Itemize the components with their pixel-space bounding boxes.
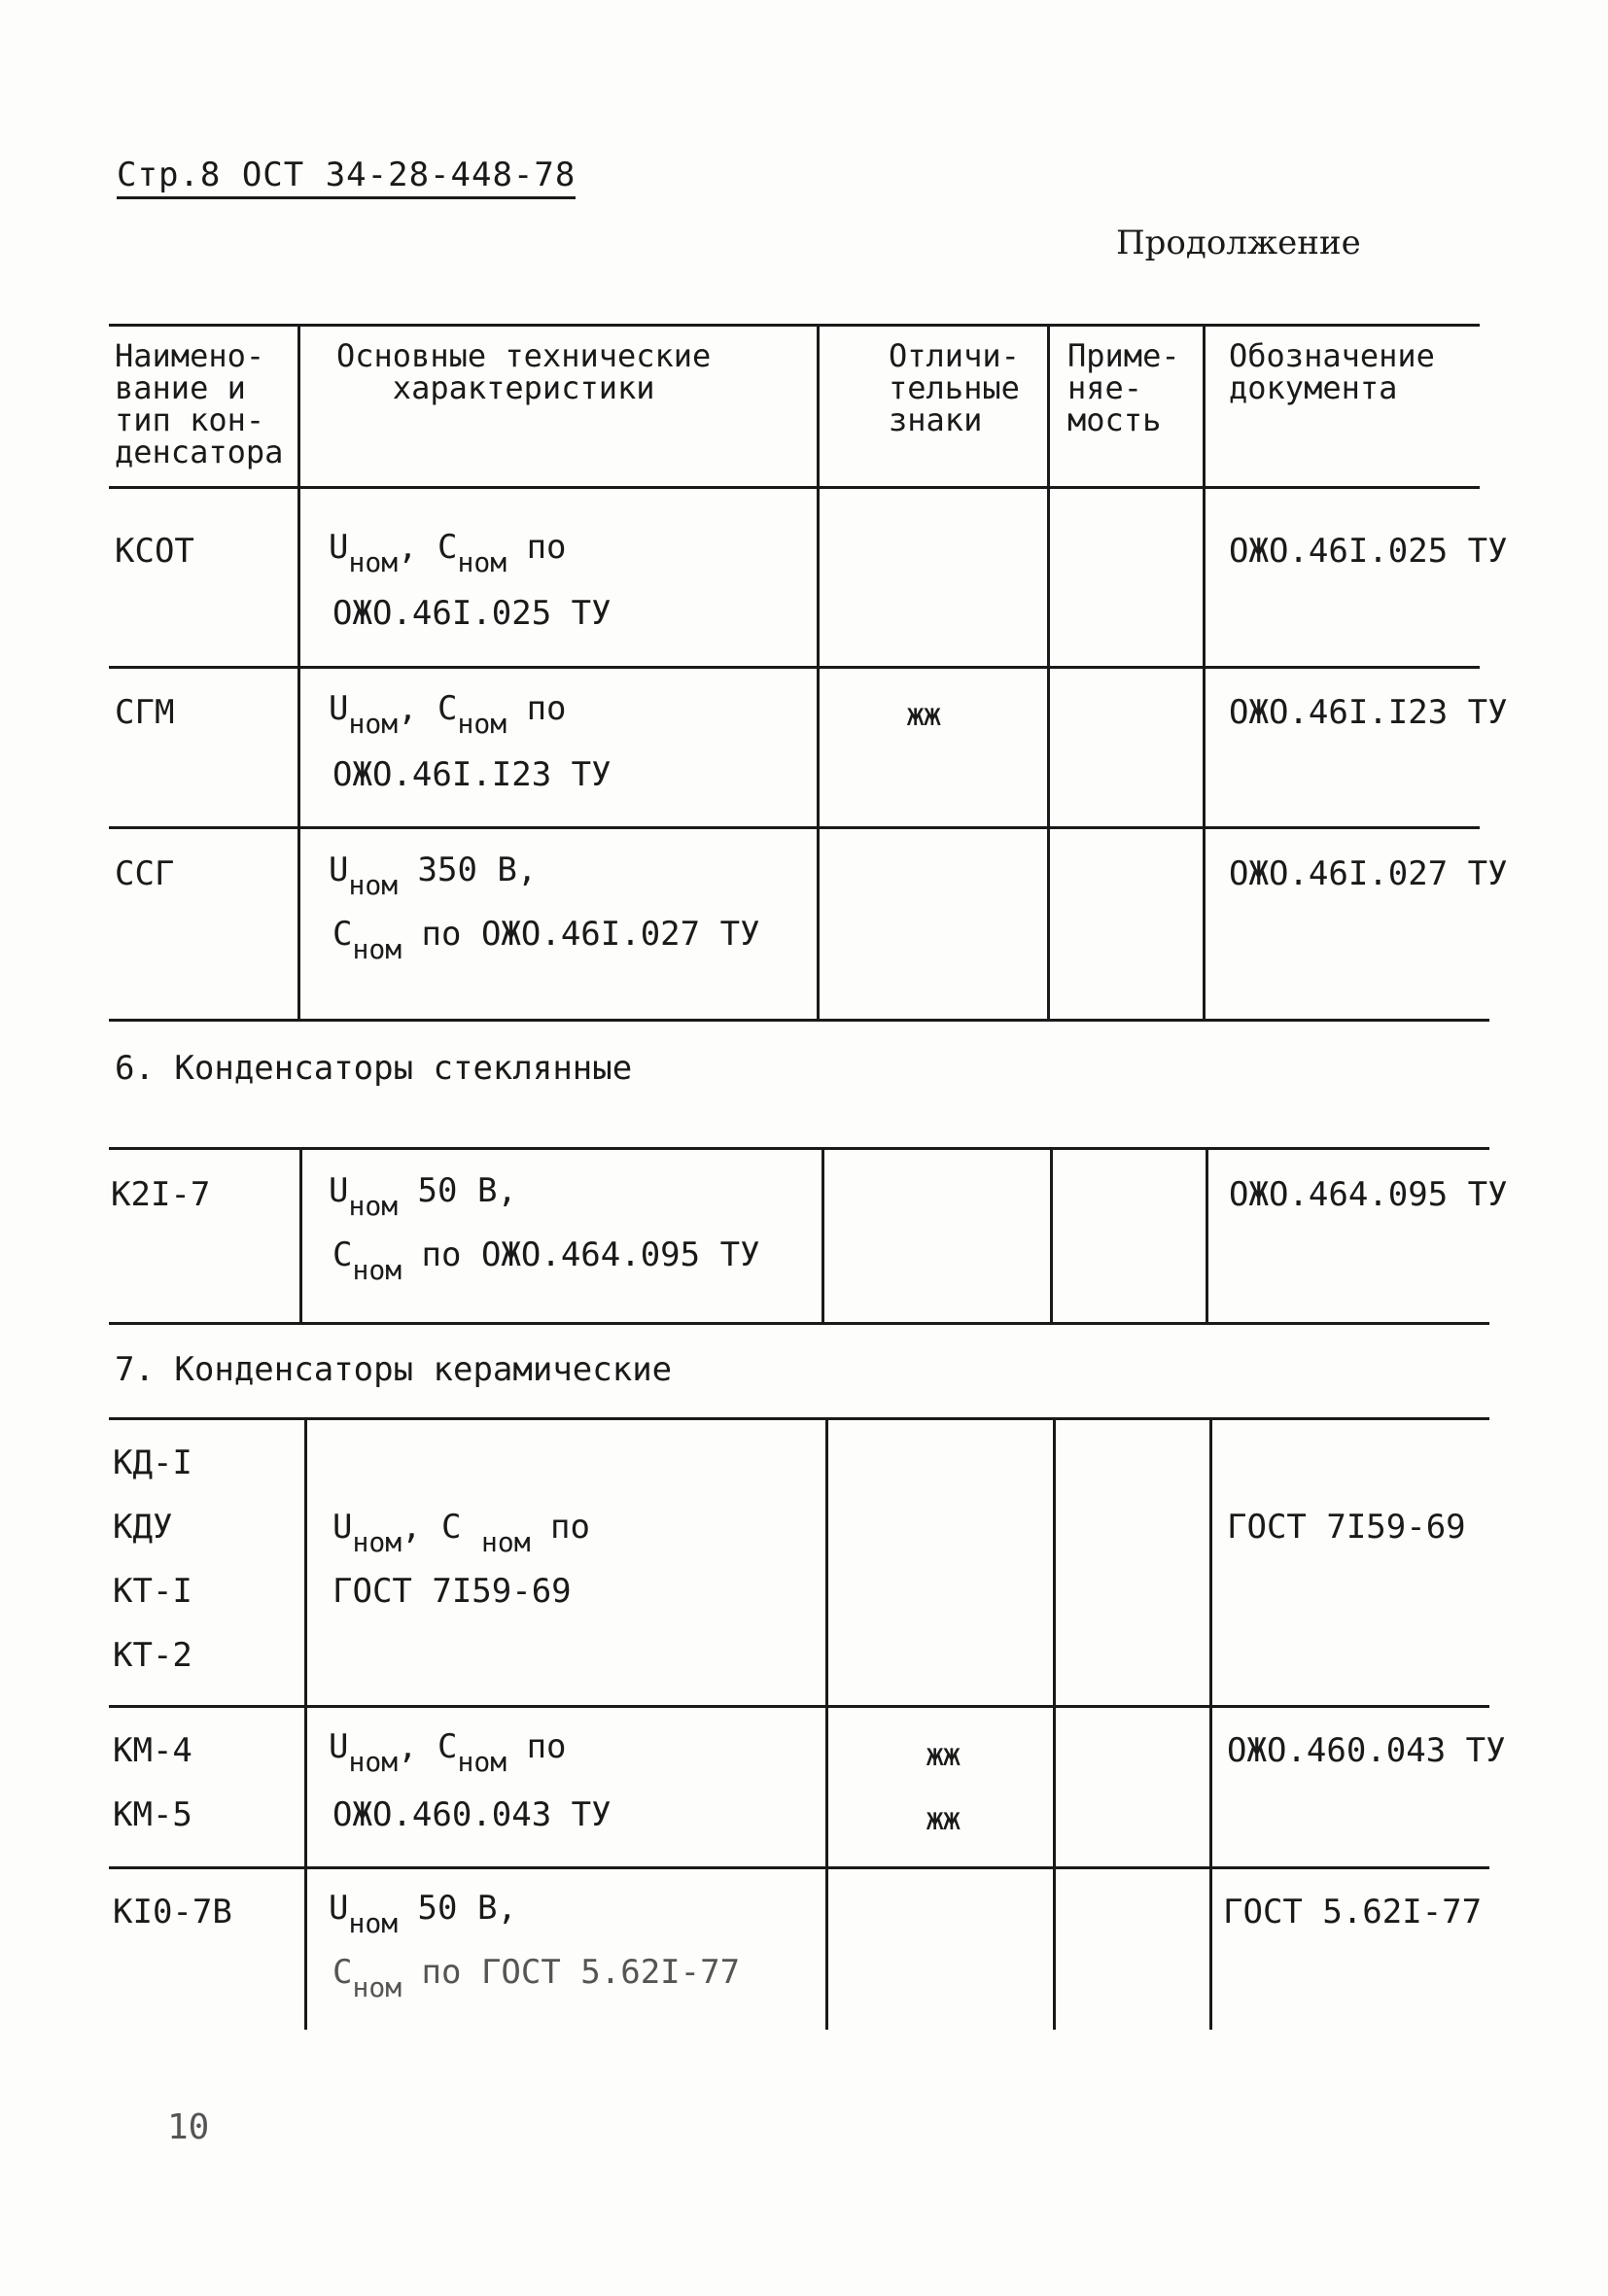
document-reference: Стр.8 ОСТ 34-28-448-78 (117, 156, 576, 199)
column-rule (821, 1147, 824, 1324)
row-rule (109, 1019, 1489, 1022)
characteristics-line: ОЖО.460.043 ТУ (332, 1795, 612, 1834)
page-number: 10 (167, 2107, 210, 2147)
characteristics-line: $С_{ном}$ по ОЖО.46I.027 ТУ (332, 915, 760, 965)
document-designation: ОЖО.460.043 ТУ (1227, 1731, 1506, 1770)
column-rule (1050, 1147, 1053, 1324)
column-rule (1206, 1147, 1208, 1324)
characteristics-line: $U_{ном}$ 50 В, (329, 1171, 517, 1222)
document-designation: ОЖО.46I.025 ТУ (1229, 532, 1508, 571)
document-designation: ОЖО.46I.027 ТУ (1229, 854, 1508, 893)
characteristics-line: $U_{ном}$, $С_{ном}$ по (329, 689, 567, 740)
capacitor-type: КДУ (113, 1508, 173, 1547)
characteristics-line: $U_{ном}$, $С_{ном}$ по (329, 1727, 567, 1778)
column-rule (825, 1417, 828, 2030)
column-rule (297, 324, 300, 1021)
characteristics-line: $U_{ном}$ 50 В, (329, 1889, 517, 1939)
header-characteristics: Основные технические характеристики (336, 337, 712, 406)
capacitor-type: КМ-4 (113, 1731, 192, 1770)
header-name-type: Наимено- вание и тип кон- денсатора (115, 337, 284, 470)
section-title: 7. Конденсаторы керамические (115, 1350, 673, 1389)
characteristics-line: $С_{ном}$ по ГОСТ 5.62I-77 (332, 1953, 741, 2003)
row-rule (109, 1705, 1489, 1708)
document-designation: ОЖО.464.095 ТУ (1229, 1175, 1508, 1214)
table-top-rule (109, 1417, 1489, 1420)
distinctive-mark: жж (926, 1800, 960, 1837)
table-header-rule (109, 486, 1480, 489)
capacitor-type: КД-I (113, 1444, 192, 1482)
capacitor-type: ССГ (115, 854, 175, 893)
distinctive-mark: жж (926, 1736, 960, 1773)
document-designation: ГОСТ 5.62I-77 (1223, 1893, 1483, 1931)
continued-label: Продолжение (1116, 224, 1361, 262)
column-rule (1209, 1417, 1212, 2030)
column-rule (299, 1147, 302, 1324)
capacitor-type: КСОТ (115, 532, 194, 571)
column-rule (1053, 1417, 1056, 2030)
capacitor-type: К2I-7 (111, 1175, 211, 1214)
capacitor-type: СГМ (115, 693, 175, 732)
distinctive-mark: жж (906, 696, 940, 733)
characteristics-line: $С_{ном}$ по ОЖО.464.095 ТУ (332, 1235, 760, 1286)
row-rule (109, 1322, 1489, 1325)
characteristics-line: $U_{ном}$ 350 В, (329, 851, 538, 901)
column-rule (1203, 324, 1206, 1021)
characteristics-line: $U_{ном}$, С $_{ном}$ по (332, 1508, 590, 1558)
header-marks: Отличи- тельные знаки (889, 337, 1020, 438)
row-rule (109, 826, 1480, 829)
document-designation: ГОСТ 7I59-69 (1227, 1508, 1466, 1547)
column-rule (817, 324, 820, 1021)
table-top-rule (109, 324, 1480, 327)
characteristics-line: ОЖО.46I.025 ТУ (332, 594, 612, 633)
characteristics-line: ОЖО.46I.I23 ТУ (332, 755, 612, 794)
table-top-rule (109, 1147, 1489, 1150)
document-designation: ОЖО.46I.I23 ТУ (1229, 693, 1508, 732)
row-rule (109, 666, 1480, 669)
column-rule (1047, 324, 1050, 1021)
capacitor-type: КI0-7В (113, 1893, 232, 1931)
column-rule (304, 1417, 307, 2030)
capacitor-type: КТ-2 (113, 1636, 192, 1675)
capacitor-type: КТ-I (113, 1572, 192, 1611)
section-title: 6. Конденсаторы стеклянные (115, 1049, 633, 1088)
characteristics-line: ГОСТ 7I59-69 (332, 1572, 572, 1611)
characteristics-line: $U_{ном}$, $С_{ном}$ по (329, 528, 567, 578)
header-applicability: Приме- няе- мость (1067, 337, 1180, 438)
header-document: Обозначение документа (1229, 337, 1435, 406)
capacitor-type: КМ-5 (113, 1795, 192, 1834)
row-rule (109, 1866, 1489, 1869)
